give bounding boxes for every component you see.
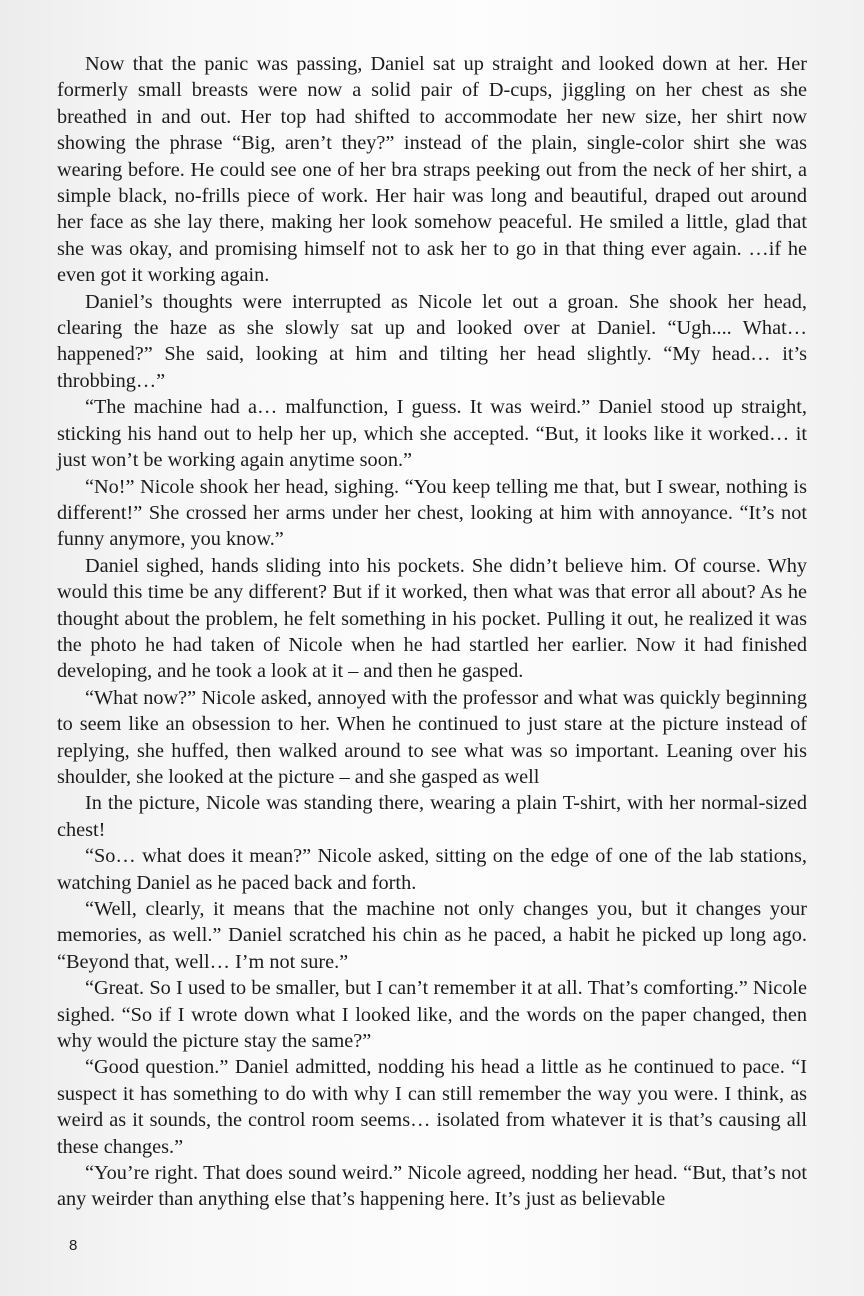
paragraph: Now that the panic was passing, Daniel sat up straight and looked down at her. Her formerly small breasts were now a solid pair of D-cups, jiggling on her chest as she breathed in and out. Her top had shifted to accommodate her new size, her shirt now showing the phrase “Big, aren’t they?” instead of the plain, single-color shirt she was wearing before. He could see one of her bra straps peeking out from the neck of her shirt, a simple black, no-frills piece of work. Her hair was long and beautiful, draped out around her face as she lay there, making her look somehow peaceful. He smiled a little, glad that she was okay, and promising himself not to ask her to go in that thing ever again. …if he even got it working again. [57,53,807,287]
paragraph: “Good question.” Daniel admitted, nodding his head a little as he continued to pace. “I suspect it has something to do with why I can still remember the way you were. I think, as weird as it sounds, the control room seems… isolated from whatever it is that’s causing all these changes.” [57,1056,807,1158]
page-body [57,51,807,1213]
paragraph: “So… what does it mean?” Nicole asked, sitting on the edge of one of the lab stations, watching Daniel as he paced back and forth. [57,845,807,894]
paragraph: Daniel’s thoughts were interrupted as Nicole let out a groan. She shook her head, clearing the haze as she slowly sat up and looked over at Daniel. “Ugh.... What… happened?” She said, looking at him and tilting her head slightly. “My head… it’s throbbing…” [57,290,807,392]
paragraph: “What now?” Nicole asked, annoyed with the professor and what was quickly beginning to seem like an obsession to her. When he continued to just stare at the picture instead of replying, she huffed, then walked around to see what was so important. Leaning over his shoulder, she looked at the picture – and she gasped as well [57,686,807,788]
paragraph: “No!” Nicole shook her head, sighing. “You keep telling me that, but I swear, nothing is different!” She crossed her arms under her chest, looking at him with annoyance. “It’s not funny anymore, you know.” [57,475,807,551]
paragraph: “You’re right. That does sound weird.” Nicole agreed, nodding her head. “But, that’s not any weirder than anything else that’s happening here. It’s just as believable [57,1162,807,1211]
paragraph: Daniel sighed, hands sliding into his pockets. She didn’t believe him. Of course. Why would this time be any different? But if it worked, then what was that error all about? As he thought about the problem, he felt something in his pocket. Pulling it out, he realized it was the photo he had taken of Nicole when he had startled her earlier. Now it had finished developing, and he took a look at it – and then he gasped. [57,554,807,683]
paragraph: “The machine had a… malfunction, I guess. It was weird.” Daniel stood up straight, sticking his hand out to help her up, which she accepted. “But, it looks like it worked… it just won’t be working again anytime soon.” [57,396,807,472]
page-number: 8 [69,1237,78,1254]
paragraph: “Great. So I used to be smaller, but I can’t remember it at all. That’s comforting.” Nicole sighed. “So if I wrote down what I looked like, and the words on the paper changed, then why would the picture stay the same?” [57,977,807,1053]
paragraph: “Well, clearly, it means that the machine not only changes you, but it changes your memories, as well.” Daniel scratched his chin as he paced, a habit he picked up long ago. “Beyond that, well… I’m not sure.” [57,898,807,973]
paragraph: In the picture, Nicole was standing there, wearing a plain T-shirt, with her normal-sized chest! [57,792,807,841]
